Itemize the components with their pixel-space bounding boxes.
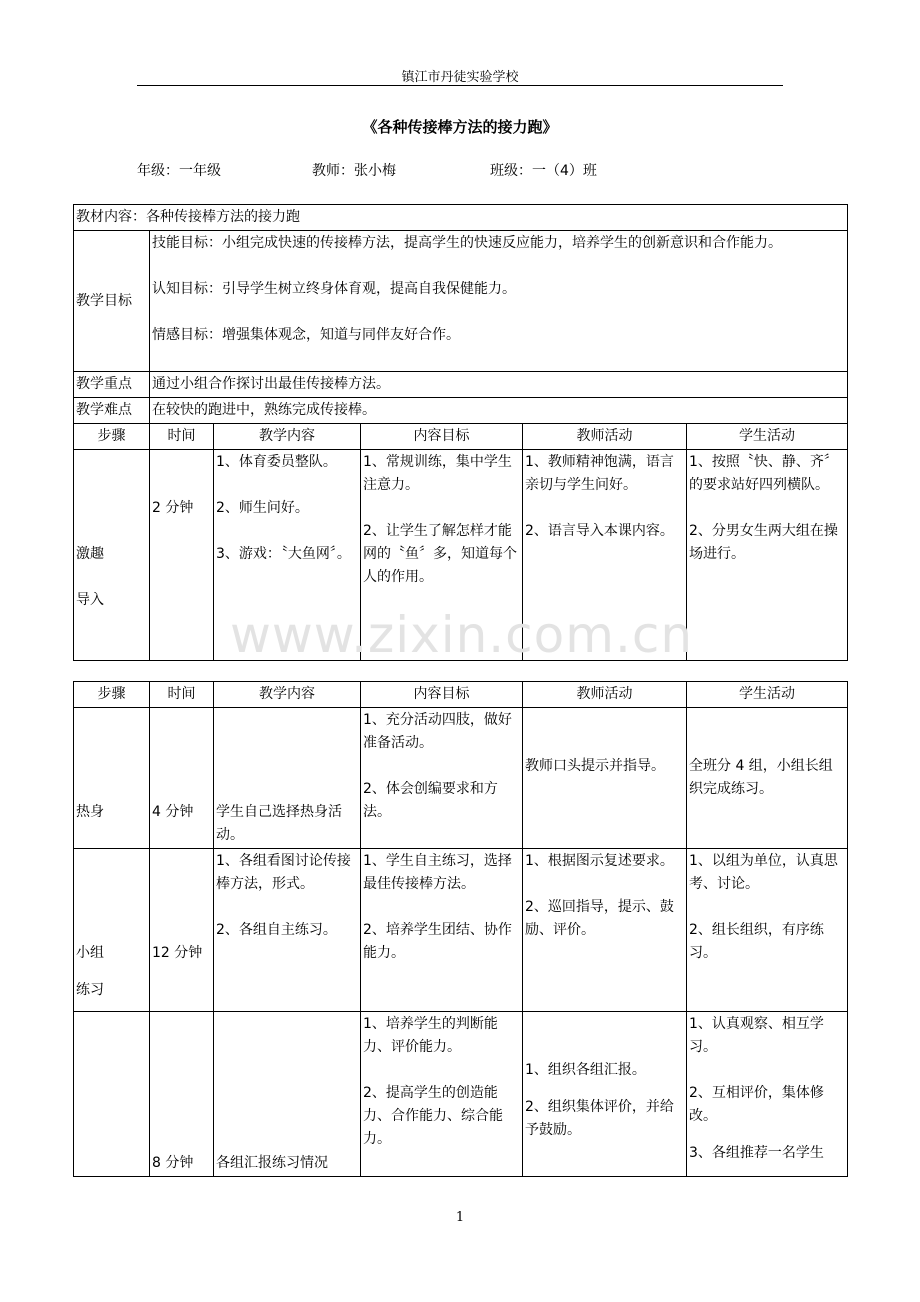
- table-row: [74, 1012, 848, 1177]
- col-header-student: 学生活动: [687, 682, 848, 708]
- list-item: 1、认真观察、相互学习。: [689, 1016, 824, 1055]
- content-text: 学生自己选择热身活动。: [216, 804, 342, 843]
- list-item: 3、各组推荐一名学生: [689, 1145, 824, 1161]
- time-text: 12 分钟: [152, 945, 203, 961]
- time-cell: [150, 450, 214, 661]
- difficulty-label: 教学难点: [74, 398, 150, 424]
- time-text: 2 分钟: [152, 500, 194, 516]
- student-text: 全班分 4 组，小组长组织完成练习。: [689, 758, 833, 797]
- goal-cell: [361, 849, 523, 1012]
- student-cell: [687, 1012, 848, 1177]
- list-item: 2、师生问好。: [216, 500, 309, 516]
- cognitive-goal: 认知目标：引导学生树立终身体育观，提高自我保健能力。: [152, 281, 516, 297]
- list-item: 1、组织各组汇报。: [525, 1062, 646, 1078]
- step-cell: [74, 1012, 150, 1177]
- student-cell: [687, 450, 848, 661]
- list-item: 2、分男女生两大组在操场进行。: [689, 523, 838, 562]
- step-cell: [74, 708, 150, 849]
- lesson-plan-table-2: [73, 681, 848, 1177]
- time-cell: [150, 849, 214, 1012]
- table-row: [74, 708, 848, 849]
- goals-label: 教学目标: [74, 231, 150, 372]
- time-text: 8 分钟: [152, 1155, 194, 1171]
- teacher-label: 教师：张小梅: [312, 163, 396, 179]
- list-item: 2、各组自主练习。: [216, 922, 337, 938]
- col-header-content: 教学内容: [214, 424, 361, 450]
- emotion-goal: 情感目标：增强集体观念，知道与同伴友好合作。: [152, 327, 460, 343]
- list-item: 2、互相评价，集体修改。: [689, 1085, 824, 1124]
- time-cell: [150, 708, 214, 849]
- list-item: 3、游戏：〝大鱼网〞。: [216, 546, 351, 562]
- list-item: 1、教师精神饱满，语言亲切与学生问好。: [525, 454, 674, 493]
- content-cell: [214, 849, 361, 1012]
- col-header-student: 学生活动: [687, 424, 848, 450]
- school-header: 镇江市丹徒实验学校: [401, 70, 519, 85]
- content-row: 教材内容：各种传接棒方法的接力跑: [74, 205, 848, 231]
- col-header-content: 教学内容: [214, 682, 361, 708]
- teacher-cell: [523, 708, 687, 849]
- list-item: 2、体会创编要求和方法。: [363, 781, 498, 820]
- col-header-teacher: 教师活动: [523, 682, 687, 708]
- list-item: 1、培养学生的判断能力、评价能力。: [363, 1016, 498, 1055]
- student-cell: [687, 849, 848, 1012]
- teacher-cell: [523, 849, 687, 1012]
- class-label: 班级：一（4）班: [490, 163, 597, 179]
- time-text: 4 分钟: [152, 804, 194, 820]
- content-text: 各组汇报练习情况: [216, 1155, 328, 1171]
- table-row: [74, 849, 848, 1012]
- list-item: 2、组织集体评价，并给予鼓励。: [525, 1099, 674, 1138]
- list-item: 1、学生自主练习，选择最佳传接棒方法。: [363, 853, 512, 892]
- difficulty-text: 在较快的跑进中，熟练完成传接棒。: [150, 398, 848, 424]
- list-item: 2、让学生了解怎样才能网的〝鱼〞多，知道每个人的作用。: [363, 523, 517, 585]
- grade-label: 年级：一年级: [137, 163, 221, 179]
- content-cell: [214, 1012, 361, 1177]
- page-number: 1: [455, 1210, 465, 1225]
- col-header-step: 步骤: [74, 424, 150, 450]
- list-item: 2、组长组织，有序练习。: [689, 922, 824, 961]
- step-text: 激趣: [76, 546, 104, 562]
- list-item: 1、体育委员整队。: [216, 454, 337, 470]
- focus-label: 教学重点: [74, 372, 150, 398]
- list-item: 2、培养学生团结、协作能力。: [363, 922, 512, 961]
- goal-cell: [361, 1012, 523, 1177]
- list-item: 1、以组为单位，认真思考、讨论。: [689, 853, 838, 892]
- header-rule: [137, 85, 783, 86]
- col-header-goal: 内容目标: [361, 424, 523, 450]
- skill-goal: 技能目标：小组完成快速的传接棒方法，提高学生的快速反应能力，培养学生的创新意识和合作能力。: [152, 235, 782, 251]
- list-item: 1、根据图示复述要求。: [525, 853, 674, 869]
- list-item: 1、各组看图讨论传接棒方法，形式。: [216, 853, 351, 892]
- lesson-plan-table-1: [73, 204, 848, 661]
- list-item: 1、充分活动四肢，做好准备活动。: [363, 712, 512, 751]
- step-text: 导入: [76, 592, 104, 608]
- list-item: 1、按照〝快、静、齐〞的要求站好四列横队。: [689, 454, 838, 493]
- step-cell: [74, 450, 150, 661]
- lesson-title: 《各种传接棒方法的接力跑》: [362, 118, 558, 136]
- student-cell: [687, 708, 848, 849]
- content-cell: [214, 708, 361, 849]
- focus-text: 通过小组合作探讨出最佳传接棒方法。: [150, 372, 848, 398]
- teacher-cell: [523, 1012, 687, 1177]
- teacher-text: 教师口头提示并指导。: [525, 758, 665, 774]
- col-header-step: 步骤: [74, 682, 150, 708]
- list-item: 2、巡回指导，提示、鼓励、评价。: [525, 899, 674, 938]
- col-header-teacher: 教师活动: [523, 424, 687, 450]
- list-item: 2、语言导入本课内容。: [525, 523, 674, 539]
- list-item: 2、提高学生的创造能力、合作能力、综合能力。: [363, 1085, 503, 1147]
- col-header-goal: 内容目标: [361, 682, 523, 708]
- watermark: www.zixin.com.cn: [230, 606, 694, 664]
- step-cell: [74, 849, 150, 1012]
- step-text: 小组: [76, 945, 104, 961]
- col-header-time: 时间: [150, 424, 214, 450]
- time-cell: [150, 1012, 214, 1177]
- goal-cell: [361, 708, 523, 849]
- list-item: 1、常规训练，集中学生注意力。: [363, 454, 512, 493]
- step-text: 热身: [76, 804, 104, 820]
- col-header-time: 时间: [150, 682, 214, 708]
- goals-cell: [150, 231, 848, 372]
- step-text: 练习: [76, 982, 104, 998]
